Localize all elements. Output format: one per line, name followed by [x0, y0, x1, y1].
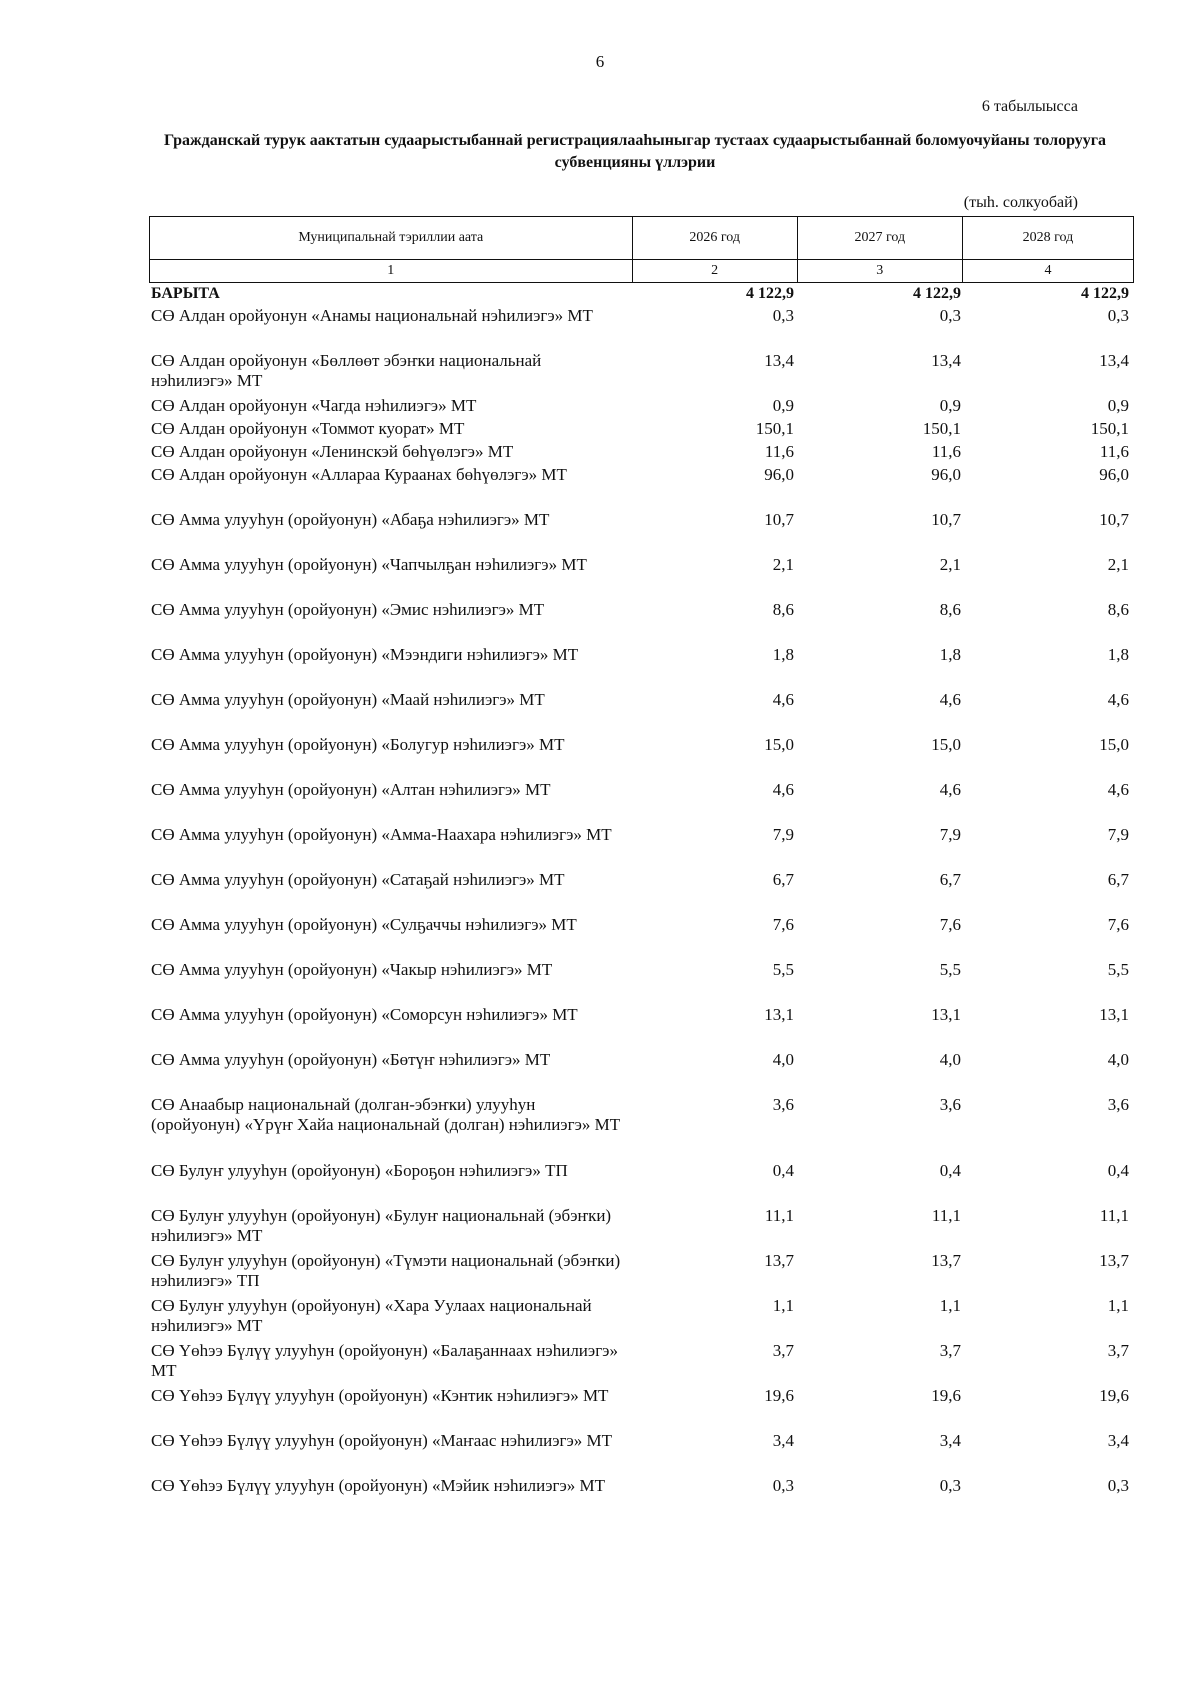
table-row: [149, 306, 1134, 351]
row-name: СӨ Булуҥ улууһун (оройуонун) «Түмэти национальнай (эбэҥки) нэһилиэгэ» ТП: [151, 1251, 621, 1290]
row-value-2028: 13,4: [1099, 351, 1129, 370]
row-name: СӨ Алдан оройуонун «Анамы национальнай нэһилиэгэ» МТ: [151, 306, 593, 325]
row-value-2028: 1,8: [1107, 645, 1129, 664]
row-value-2027: 6,7: [939, 870, 961, 889]
row-value-2026: 11,1: [764, 1206, 794, 1225]
table-header: [149, 216, 1134, 283]
table-row: [149, 600, 1134, 645]
row-name: СӨ Булуҥ улууһун (оройуонун) «Бороҕон нэһилиэгэ» ТП: [151, 1161, 568, 1180]
row-value-2026: 3,6: [772, 1095, 794, 1114]
row-value-2027: 15,0: [931, 735, 961, 754]
row-value-2026: 7,6: [772, 915, 794, 934]
row-value-2026: 96,0: [764, 465, 794, 484]
total-value-2026: 4 122,9: [746, 285, 794, 302]
row-value-2028: 0,4: [1107, 1161, 1129, 1180]
row-value-2027: 4,0: [939, 1050, 961, 1069]
row-name: СӨ Алдан оройуонун «Чагда нэһилиэгэ» МТ: [151, 396, 477, 415]
row-value-2028: 3,7: [1107, 1341, 1129, 1360]
row-value-2027: 7,9: [939, 825, 961, 844]
table-row: [149, 555, 1134, 600]
row-value-2026: 6,7: [772, 870, 794, 889]
row-name: СӨ Үөһээ Бүлүү улууһун (оройуонун) «Мэйик нэһилиэгэ» МТ: [151, 1476, 606, 1495]
row-value-2027: 1,8: [939, 645, 961, 664]
total-row: [149, 284, 1134, 306]
row-name: СӨ Амма улууһун (оройуонун) «Эмис нэһилиэгэ» МТ: [151, 600, 545, 619]
row-value-2027: 2,1: [939, 555, 961, 574]
row-value-2027: 13,7: [931, 1251, 961, 1270]
row-name: СӨ Алдан оройуонун «Бөллөөт эбэҥки национальнай нэһилиэгэ» МТ: [151, 351, 542, 390]
row-name: СӨ Амма улууһун (оройуонун) «Соморсун нэһилиэгэ» МТ: [151, 1005, 578, 1024]
row-name: СӨ Булуҥ улууһун (оройуонун) «Булуҥ национальнай (эбэҥки) нэһилиэгэ» МТ: [151, 1206, 612, 1245]
row-name: СӨ Анаабыр национальнай (долган-эбэҥки) улууһун (оройуонун) «Үрүҥ Хайа национальнай (долган) нэһилиэгэ» МТ: [151, 1095, 621, 1134]
header-name: Муниципальнай тэриллии аата: [150, 217, 633, 260]
row-name: СӨ Амма улууһун (оройуонун) «Чапчылҕан нэһилиэгэ» МТ: [151, 555, 587, 574]
row-value-2028: 5,5: [1107, 960, 1129, 979]
row-value-2028: 15,0: [1099, 735, 1129, 754]
table-row: [149, 419, 1134, 442]
table-reference: 6 табылыысса: [981, 98, 1078, 115]
table-row: [149, 1005, 1134, 1050]
row-name: СӨ Амма улууһун (оройуонун) «Сатаҕай нэһилиэгэ» МТ: [151, 870, 565, 889]
row-name: СӨ Амма улууһун (оройуонун) «Маай нэһилиэгэ» МТ: [151, 690, 545, 709]
column-number: 2: [632, 260, 797, 283]
row-name: СӨ Үөһээ Бүлүү улууһун (оройуонун) «Маҥаас нэһилиэгэ» МТ: [151, 1431, 613, 1450]
row-value-2026: 7,9: [772, 825, 794, 844]
row-name: СӨ Амма улууһун (оройуонун) «Сулҕаччы нэһилиэгэ» МТ: [151, 915, 577, 934]
row-value-2026: 3,4: [772, 1431, 794, 1450]
row-value-2028: 6,7: [1107, 870, 1129, 889]
row-value-2026: 15,0: [764, 735, 794, 754]
row-value-2028: 150,1: [1090, 419, 1129, 438]
table-row: [149, 735, 1134, 780]
row-value-2028: 96,0: [1099, 465, 1129, 484]
row-value-2027: 10,7: [931, 510, 961, 529]
row-name: СӨ Амма улууһун (оройуонун) «Чакыр нэһилиэгэ» МТ: [151, 960, 553, 979]
row-value-2027: 150,1: [922, 419, 961, 438]
row-name: СӨ Үөһээ Бүлүү улууһун (оройуонун) «Кэнтик нэһилиэгэ» МТ: [151, 1386, 609, 1405]
row-value-2028: 0,9: [1107, 396, 1129, 415]
table-row: [149, 1296, 1134, 1341]
row-value-2026: 2,1: [772, 555, 794, 574]
row-value-2026: 0,9: [772, 396, 794, 415]
row-value-2027: 3,7: [939, 1341, 961, 1360]
row-value-2028: 8,6: [1107, 600, 1129, 619]
row-name: СӨ Булуҥ улууһун (оройуонун) «Хара Уулаах национальнай нэһилиэгэ» МТ: [151, 1296, 592, 1335]
table-row: [149, 1476, 1134, 1499]
unit-label: (тыһ. солкуобай): [963, 194, 1078, 211]
row-value-2028: 2,1: [1107, 555, 1129, 574]
row-value-2027: 0,3: [939, 1476, 961, 1495]
row-value-2028: 13,7: [1099, 1251, 1129, 1270]
column-number: 1: [150, 260, 633, 283]
row-value-2027: 8,6: [939, 600, 961, 619]
row-value-2028: 3,6: [1107, 1095, 1129, 1114]
total-label: БАРЫТА: [151, 285, 220, 302]
row-value-2028: 4,6: [1107, 780, 1129, 799]
row-value-2026: 0,4: [772, 1161, 794, 1180]
row-value-2026: 3,7: [772, 1341, 794, 1360]
row-value-2027: 11,1: [931, 1206, 961, 1225]
row-value-2028: 19,6: [1099, 1386, 1129, 1405]
row-value-2026: 4,6: [772, 690, 794, 709]
row-value-2028: 11,1: [1099, 1206, 1129, 1225]
row-value-2027: 0,3: [939, 306, 961, 325]
table-row: [149, 1095, 1134, 1161]
table-row: [149, 645, 1134, 690]
row-value-2026: 19,6: [764, 1386, 794, 1405]
row-value-2028: 7,6: [1107, 915, 1129, 934]
total-value-2027: 4 122,9: [913, 285, 961, 302]
table-row: [149, 465, 1134, 510]
row-value-2027: 5,5: [939, 960, 961, 979]
row-value-2027: 1,1: [939, 1296, 961, 1315]
row-value-2028: 13,1: [1099, 1005, 1129, 1024]
document-title: Гражданскай турук аактатын судаарыстыбаннай регистрациялааһыныгар тустаах судаарыстыбаннай боломуочуйаны толорууга субвенцияны үллэрии: [163, 132, 1107, 171]
row-value-2026: 8,6: [772, 600, 794, 619]
table-row: [149, 780, 1134, 825]
row-value-2028: 4,0: [1107, 1050, 1129, 1069]
row-name: СӨ Амма улууһун (оройуонун) «Алтан нэһилиэгэ» МТ: [151, 780, 551, 799]
row-name: СӨ Алдан оройуонун «Аллараа Кураанах бөһүөлэгэ» МТ: [151, 465, 567, 484]
row-value-2028: 0,3: [1107, 1476, 1129, 1495]
table-row: [149, 1386, 1134, 1431]
row-name: СӨ Алдан оройуонун «Томмот куорат» МТ: [151, 419, 465, 438]
table-row: [149, 1206, 1134, 1251]
row-name: СӨ Амма улууһун (оройуонун) «Мээндиги нэһилиэгэ» МТ: [151, 645, 579, 664]
column-number-row: [150, 260, 1134, 283]
row-name: СӨ Алдан оройуонун «Ленинскэй бөһүөлэгэ» МТ: [151, 442, 514, 461]
row-name: СӨ Үөһээ Бүлүү улууһун (оройуонун) «Балаҕаннаах нэһилиэгэ» МТ: [151, 1341, 618, 1380]
header-row: [150, 217, 1134, 260]
header-2026: 2026 год: [632, 217, 797, 260]
header-2027: 2027 год: [797, 217, 962, 260]
row-value-2027: 7,6: [939, 915, 961, 934]
row-value-2027: 96,0: [931, 465, 961, 484]
table-row: [149, 825, 1134, 870]
row-value-2026: 1,1: [772, 1296, 794, 1315]
row-value-2026: 4,6: [772, 780, 794, 799]
table-row: [149, 1341, 1134, 1386]
table-row: [149, 915, 1134, 960]
row-value-2028: 0,3: [1107, 306, 1129, 325]
table-row: [149, 690, 1134, 735]
row-value-2027: 11,6: [931, 442, 961, 461]
row-name: СӨ Амма улууһун (оройуонун) «Абаҕа нэһилиэгэ» МТ: [151, 510, 550, 529]
table-body: [149, 284, 1134, 1499]
row-value-2027: 13,4: [931, 351, 961, 370]
row-value-2026: 13,7: [764, 1251, 794, 1270]
page-number: 6: [595, 52, 605, 71]
table-row: [149, 870, 1134, 915]
table-row: [149, 396, 1134, 419]
row-value-2028: 11,6: [1099, 442, 1129, 461]
row-value-2027: 4,6: [939, 780, 961, 799]
table-row: [149, 1161, 1134, 1206]
row-value-2027: 13,1: [931, 1005, 961, 1024]
row-value-2026: 0,3: [772, 1476, 794, 1495]
table-row: [149, 960, 1134, 1005]
column-number: 3: [797, 260, 962, 283]
header-2028: 2028 год: [962, 217, 1133, 260]
row-value-2028: 10,7: [1099, 510, 1129, 529]
row-value-2027: 0,9: [939, 396, 961, 415]
row-value-2028: 4,6: [1107, 690, 1129, 709]
row-value-2028: 1,1: [1107, 1296, 1129, 1315]
row-value-2026: 0,3: [772, 306, 794, 325]
table-row: [149, 510, 1134, 555]
row-value-2028: 7,9: [1107, 825, 1129, 844]
row-value-2028: 3,4: [1107, 1431, 1129, 1450]
row-value-2026: 5,5: [772, 960, 794, 979]
row-value-2026: 10,7: [764, 510, 794, 529]
row-value-2026: 13,4: [764, 351, 794, 370]
table-row: [149, 1251, 1134, 1296]
row-name: СӨ Амма улууһун (оройуонун) «Бөтүҥ нэһилиэгэ» МТ: [151, 1050, 551, 1069]
column-number: 4: [962, 260, 1133, 283]
row-value-2027: 4,6: [939, 690, 961, 709]
row-name: СӨ Амма улууһун (оройуонун) «Болугур нэһилиэгэ» МТ: [151, 735, 565, 754]
row-value-2026: 11,6: [764, 442, 794, 461]
row-value-2027: 0,4: [939, 1161, 961, 1180]
row-name: СӨ Амма улууһун (оройуонун) «Амма-Наахара нэһилиэгэ» МТ: [151, 825, 612, 844]
row-value-2027: 19,6: [931, 1386, 961, 1405]
row-value-2027: 3,4: [939, 1431, 961, 1450]
row-value-2026: 150,1: [755, 419, 794, 438]
table-row: [149, 1431, 1134, 1476]
row-value-2027: 3,6: [939, 1095, 961, 1114]
table-row: [149, 442, 1134, 465]
table-row: [149, 351, 1134, 396]
row-value-2026: 4,0: [772, 1050, 794, 1069]
row-value-2026: 13,1: [764, 1005, 794, 1024]
row-value-2026: 1,8: [772, 645, 794, 664]
table-row: [149, 1050, 1134, 1095]
total-value-2028: 4 122,9: [1081, 285, 1129, 302]
